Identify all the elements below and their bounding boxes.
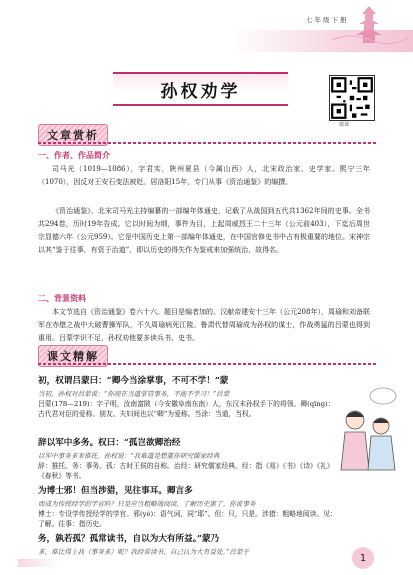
translation-line: 而成为传授经学的学官吗？只是应当粗略地阅读，了解历史罢了。你说事务 <box>38 500 256 508</box>
note-block: 吕蒙(178—219)：字子明，汝南富陂（今安徽阜南东南）人，东汉末孙权手下的将领。卿(qīng)：古代君对臣的爱称。朋友、夫妇间也以“卿”为爱称。当涂：当道，当权。 <box>38 400 335 418</box>
qr-label: 微课 <box>339 122 350 128</box>
translation-line: 多，谁比得上我（事务多）呢？我经常读书，自己认为大有益处。”吕蒙于 <box>38 548 250 556</box>
translation-line: 以军中事务多来推托。孙权说：“我难道是想要你研究儒家经典 <box>38 452 220 460</box>
classical-line: 辞以军中多务。权曰：“孤岂欲卿治经 <box>38 438 181 448</box>
translation-line: 当初，孙权对吕蒙说：“你现在当道掌管事务，不能不学习！”吕蒙 <box>38 390 230 398</box>
background-paragraph: 本文节选自《资治通鉴》卷六十六。题目是编者加的。汉献帝建安十三年（公元208年），周瑜和刘备联军在赤壁之战中大破曹操军队，不久周瑜病死江陵。鲁肃代替周瑜成为孙权的谋士，作战勇猛的吕蒙也得到重用。吕蒙学识不足，孙权劝他要多读兵书、史书。 <box>38 308 370 342</box>
section-banner-label: 课文精解 <box>47 350 99 363</box>
classical-line: 初，权谓吕蒙曰：“卿今当涂掌事，不可不学！”蒙 <box>38 376 229 386</box>
pagoda-illustration <box>330 4 408 44</box>
section-divider <box>38 363 378 365</box>
page-title: 孙权劝学 <box>160 81 241 102</box>
background-heading: 二、背景资料 <box>38 294 86 303</box>
classical-line: 为博士邪！但当涉猎，见往事耳。卿言多 <box>38 486 193 496</box>
note-block: 博士：专设学传授经学的学官。邪(yé)：语气词，同“耶”。但：只，只是。涉猎：粗略地阅读。见：了解。往事：指历史。 <box>38 510 337 528</box>
qr-code-icon[interactable] <box>329 75 375 121</box>
footer-decoration <box>18 559 58 567</box>
author-paragraph-1: 司马光（1019—1086），字君实，陕州夏县（今属山西）人，北宋政治家、史学家。熙宁三年（1070），因反对王安石变法被贬。居洛阳15年，专门从事《资治通鉴》的编撰。 <box>38 165 370 186</box>
page-number: 1 <box>352 547 374 569</box>
grade-label: 七年级下册 <box>306 16 349 24</box>
title-box <box>113 72 288 106</box>
cartoon-figures-illustration <box>337 386 397 472</box>
note-block: 辞：推托。务：事务。孤：古时王侯的自称。治经：研究儒家经典。经：指《易》《书》《诗》《礼》《春秋》等书。 <box>38 462 334 480</box>
classical-line: 务，孰若孤？孤常读书，自以为大有所益。”蒙乃 <box>38 534 220 544</box>
section-banner-label: 文章赏析 <box>47 129 99 142</box>
section-divider <box>38 142 378 144</box>
author-paragraph-2: 《资治通鉴》，北宋司马光主持编纂的一部编年体通史，记载了从战国到五代共1362年间的史事。全书共294卷，历时19年告成。它以时间为纲，事件为目，上起周威烈王二十三年（公元前403），下迄后周世宗显德六年（公元959）。它是中国历史上第一部编年体通史，在中国官修史书中占有极重要的地位。宋神宗以其“鉴于往事，有资于治道”，即以历史的得失作为鉴戒来加强统治，故得名。 <box>38 207 370 254</box>
author-heading: 一、作者、作品简介 <box>38 151 110 160</box>
